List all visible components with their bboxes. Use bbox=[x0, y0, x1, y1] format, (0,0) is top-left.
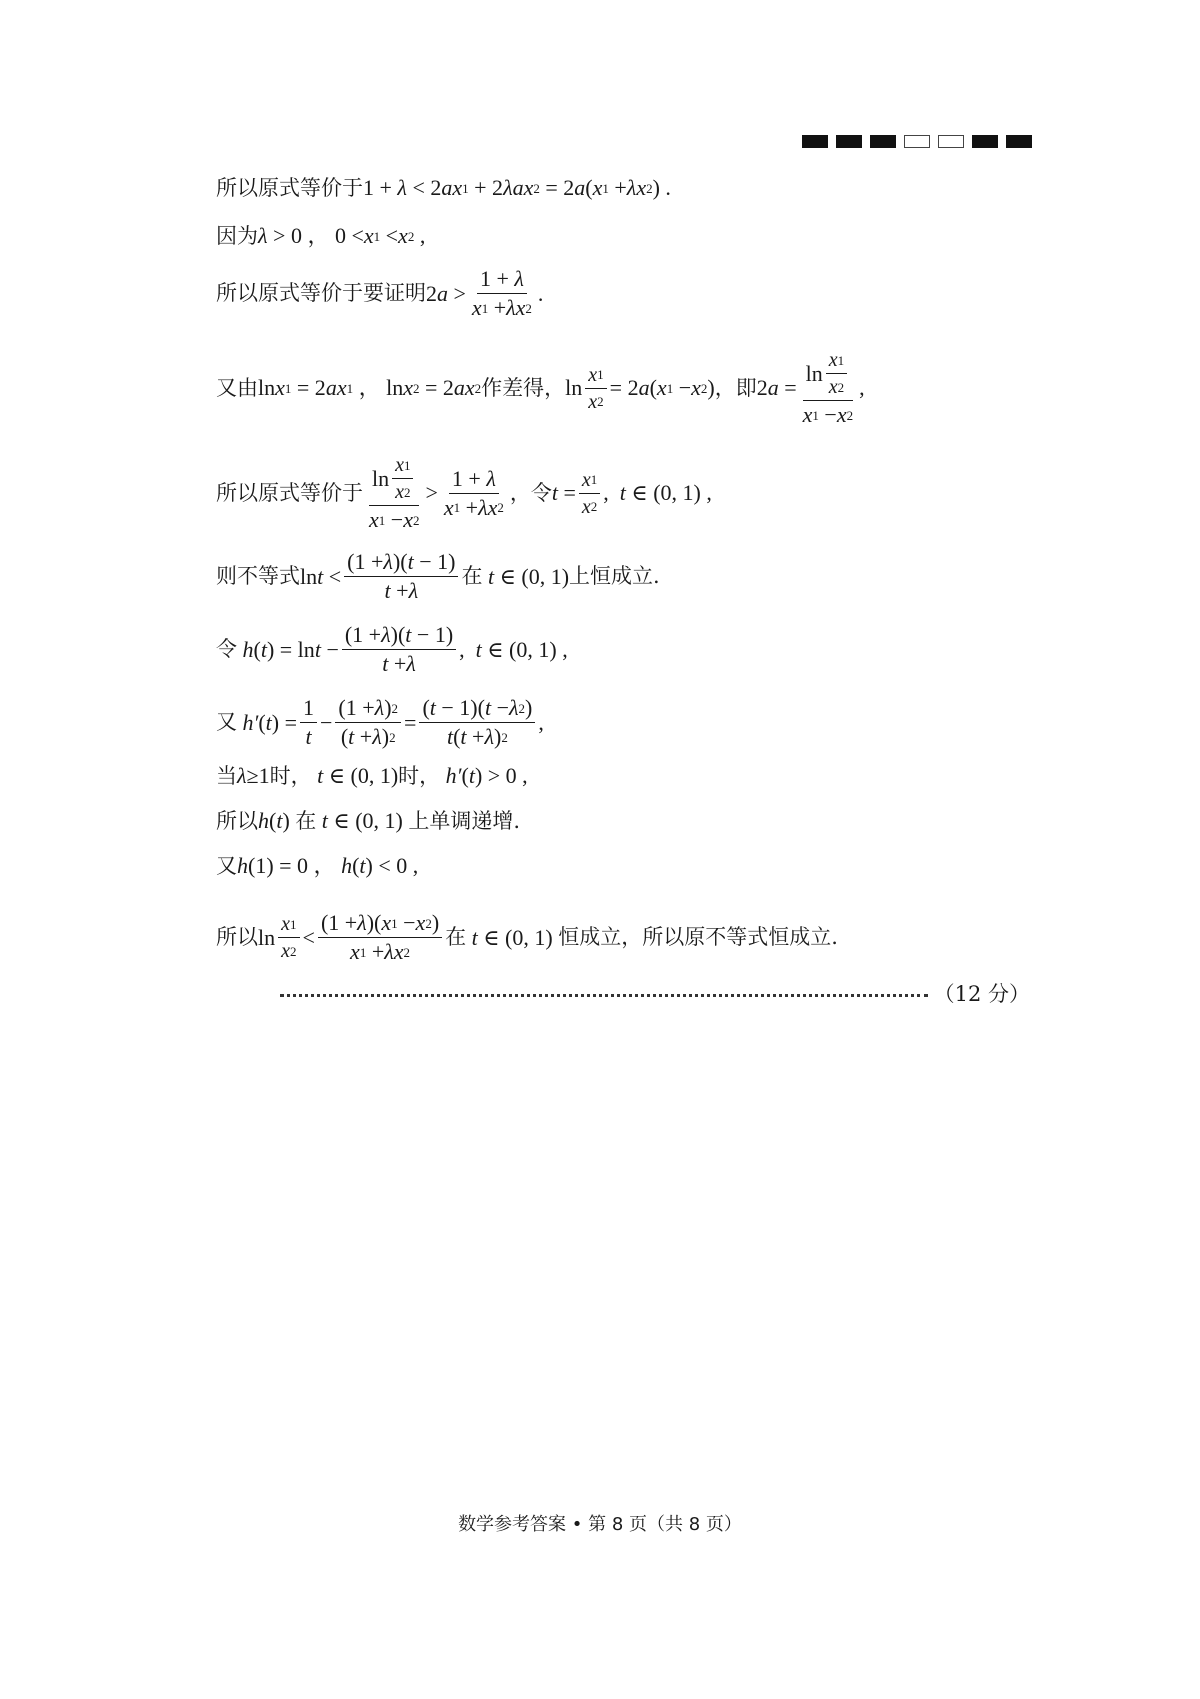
math: t ∈ (0, 1) bbox=[311, 763, 399, 788]
text: 在 bbox=[445, 925, 467, 949]
math: λ > 0 ， 0 < x 1 < x 2 , bbox=[258, 223, 426, 248]
math: h ( t ) bbox=[258, 808, 296, 833]
math: t = x 1 x 2 , t ∈ (0, 1) , bbox=[551, 468, 712, 518]
text: ，即 bbox=[714, 375, 757, 400]
math: h′ ( t ) = $\frac{1}{t}$ − (1 + λ ) 2 ( t + λ ) 2 = ( t − 1)( t − λ 2 ) t ( t + λ ) 2 , bbox=[237, 695, 544, 749]
math: h ( t ) = ln t − (1 + λ )( t − 1) t + λ , t ∈ (0, 1) , bbox=[237, 622, 568, 676]
header-mark bbox=[870, 135, 896, 148]
math: ln x 1 x 2 = 2 a ( x 1 − x 2 ) bbox=[565, 363, 715, 413]
math: t ∈ (0, 1) bbox=[466, 924, 559, 950]
text: 又由 bbox=[216, 375, 258, 400]
header-mark bbox=[836, 135, 862, 148]
text: 又 bbox=[216, 710, 237, 734]
text: 所以 bbox=[216, 925, 258, 949]
header-mark bbox=[1006, 135, 1032, 148]
proof-line-5 bbox=[216, 455, 712, 531]
text: 所以原式等价于 bbox=[216, 175, 363, 200]
text: ，令 bbox=[509, 480, 552, 505]
header-mark bbox=[802, 135, 828, 148]
proof-line-2 bbox=[216, 225, 425, 247]
header-mark bbox=[972, 135, 998, 148]
text: 上单调递增. bbox=[408, 808, 521, 833]
text: 作差得， bbox=[481, 375, 566, 400]
math: t ∈ (0, 1) bbox=[482, 563, 570, 589]
math: 2 a = ln x 1 x 2 x 1 − x 2 , bbox=[756, 349, 865, 427]
math: 1 + λ < 2 ax 1 + 2 λax 2 = 2 a ( x 1 + λx 2 ) . bbox=[363, 175, 671, 200]
math: ln t < (1 + λ )( t − 1) t + λ bbox=[300, 551, 461, 602]
math: t ∈ (0, 1) bbox=[316, 808, 409, 833]
proof-line-8 bbox=[216, 697, 544, 748]
math: ln x 1 x 2 < (1 + λ )( x 1 − x 2 ) x 1 + λx 2 bbox=[258, 912, 445, 963]
page-footer: 数学参考答案 • 第 8 页（共 8 页） bbox=[458, 1514, 742, 1535]
text: 时， bbox=[269, 763, 312, 788]
text: 恒成立，所以原不等式恒成立. bbox=[558, 925, 838, 949]
math: ln x 1 x 2 x 1 − x 2 > 1 + λ x 1 + λx 2 bbox=[369, 454, 504, 532]
text: 在 bbox=[461, 564, 483, 588]
math: λ ≥1 bbox=[237, 763, 270, 788]
math: h (1) = 0 ， h ( t ) < 0 , bbox=[237, 853, 419, 878]
text: 所以原式等价于要证明 bbox=[216, 281, 426, 305]
proof-line-1 bbox=[216, 177, 671, 199]
math: 2 a > 1 + λ x 1 + λx 2 . bbox=[426, 266, 544, 320]
header-mark bbox=[904, 135, 930, 148]
text: 时， bbox=[398, 763, 441, 788]
proof-line-4 bbox=[216, 350, 865, 426]
header-mark bbox=[938, 135, 964, 148]
text: 又 bbox=[216, 853, 237, 878]
text: 令 bbox=[216, 637, 237, 661]
math: ln x 1 = 2 ax 1 ， ln x 2 = 2 ax 2 bbox=[258, 375, 482, 400]
proof-line-6 bbox=[216, 551, 660, 602]
dot-leader bbox=[280, 994, 928, 997]
text: 上恒成立. bbox=[569, 564, 660, 588]
score-line bbox=[280, 978, 1030, 1008]
text: 在 bbox=[295, 808, 317, 833]
text: 因为 bbox=[216, 223, 258, 248]
proof-line-3 bbox=[216, 268, 543, 319]
proof-line-10 bbox=[216, 810, 520, 832]
proof-line-7 bbox=[216, 624, 568, 675]
text: 则不等式 bbox=[216, 564, 300, 588]
header-marks bbox=[802, 135, 1032, 148]
proof-line-9 bbox=[216, 765, 528, 787]
math: h′ ( t ) > 0 , bbox=[440, 763, 528, 788]
score-label: （12 分） bbox=[933, 982, 1030, 1006]
proof-line-11 bbox=[216, 855, 418, 877]
text: 所以原式等价于 bbox=[216, 480, 363, 505]
text: 当 bbox=[216, 763, 237, 788]
text: 所以 bbox=[216, 808, 258, 833]
proof-line-12 bbox=[216, 912, 838, 963]
